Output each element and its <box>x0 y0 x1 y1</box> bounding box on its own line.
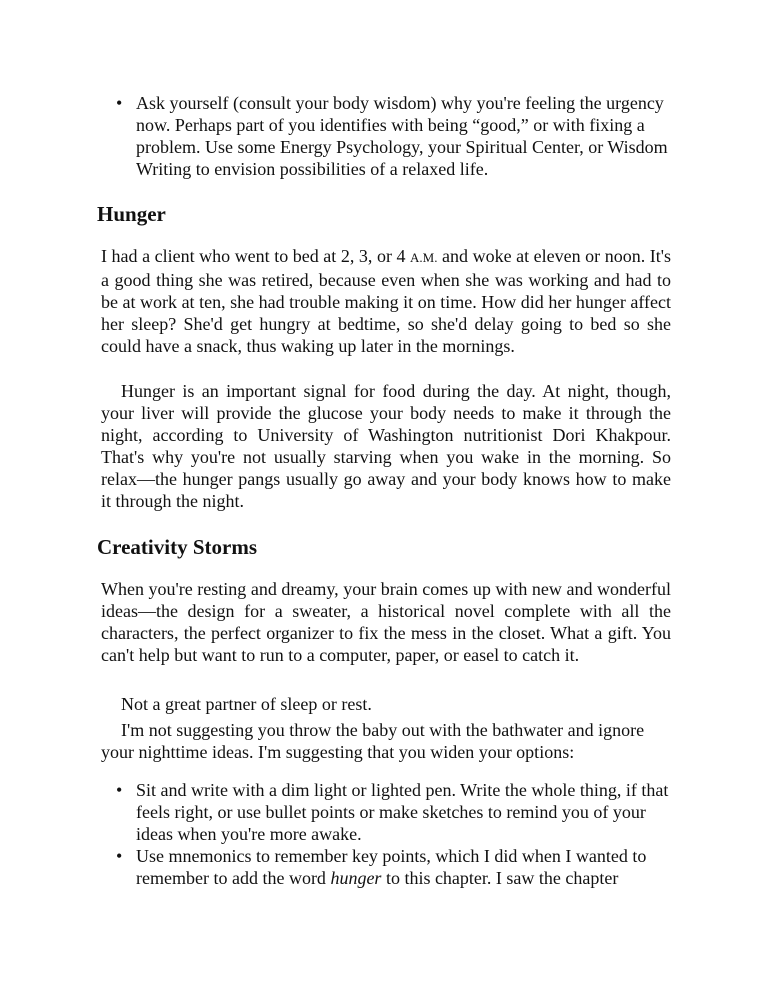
section-heading-creativity-storms: Creativity Storms <box>97 535 257 559</box>
creativity-bullet-list <box>100 779 680 889</box>
bullet-text-a: Use mnemonics to remember key points, which I did when I wanted to remember to add the word <box>136 846 647 888</box>
hunger-paragraph-1 <box>101 245 671 357</box>
top-bullet-list <box>100 92 680 180</box>
bullet-text-b: to this chapter. I saw the chapter <box>381 868 619 888</box>
list-item <box>100 845 680 889</box>
list-item <box>100 779 680 845</box>
section-heading-hunger: Hunger <box>97 202 166 226</box>
creativity-paragraph-2: Not a great partner of sleep or rest. <box>121 694 372 714</box>
hunger-p1-text-a: I had a client who went to bed at 2, 3, or 4 <box>101 246 411 266</box>
bullet-text: Sit and write with a dim light or lighted pen. Write the whole thing, if that feels right, or use bullet points or make sketches to remind you of your ideas when you're more awake. <box>136 780 669 844</box>
hunger-p1-text-b: and woke at eleven or noon. It's a good thing she was retired, because even when she was working and had to be at work at ten, she had trouble making it on time. How did her hunger affect her sleep? She'd get hungry at bedtime, so she'd delay going to bed so she could have a snack, thus waking up later in the mornings. <box>101 246 671 356</box>
list-item <box>100 92 680 180</box>
hunger-paragraph-2: Hunger is an important signal for food during the day. At night, though, your liver will provide the glucose your body needs to make it through the night, according to University of Washington nutritionist Dori Khakpour. That's why you're not usually starving when you wake in the morning. So relax—the hunger pangs usually go away and your body knows how to make it through the night. <box>101 381 671 511</box>
am-abbreviation: A.M. <box>410 250 438 265</box>
emphasis-word: hunger <box>330 868 382 888</box>
creativity-paragraph-3: I'm not suggesting you throw the baby out with the bathwater and ignore your nighttime ideas. I'm suggesting that you widen your options: <box>101 720 645 762</box>
creativity-paragraph-1: When you're resting and dreamy, your brain comes up with new and wonderful ideas—the design for a sweater, a historical novel complete with all the characters, the perfect organizer to fix the mess in the closet. What a gift. You can't help but want to run to a computer, paper, or easel to catch it. <box>101 579 671 665</box>
bullet-text: Ask yourself (consult your body wisdom) why you're feeling the urgency now. Perhaps part of you identifies with being “good,” or with fixing a problem. Use some Energy Psychology, your Spiritual Center, or Wisdom Writing to envision possibilities of a relaxed life. <box>136 93 668 179</box>
